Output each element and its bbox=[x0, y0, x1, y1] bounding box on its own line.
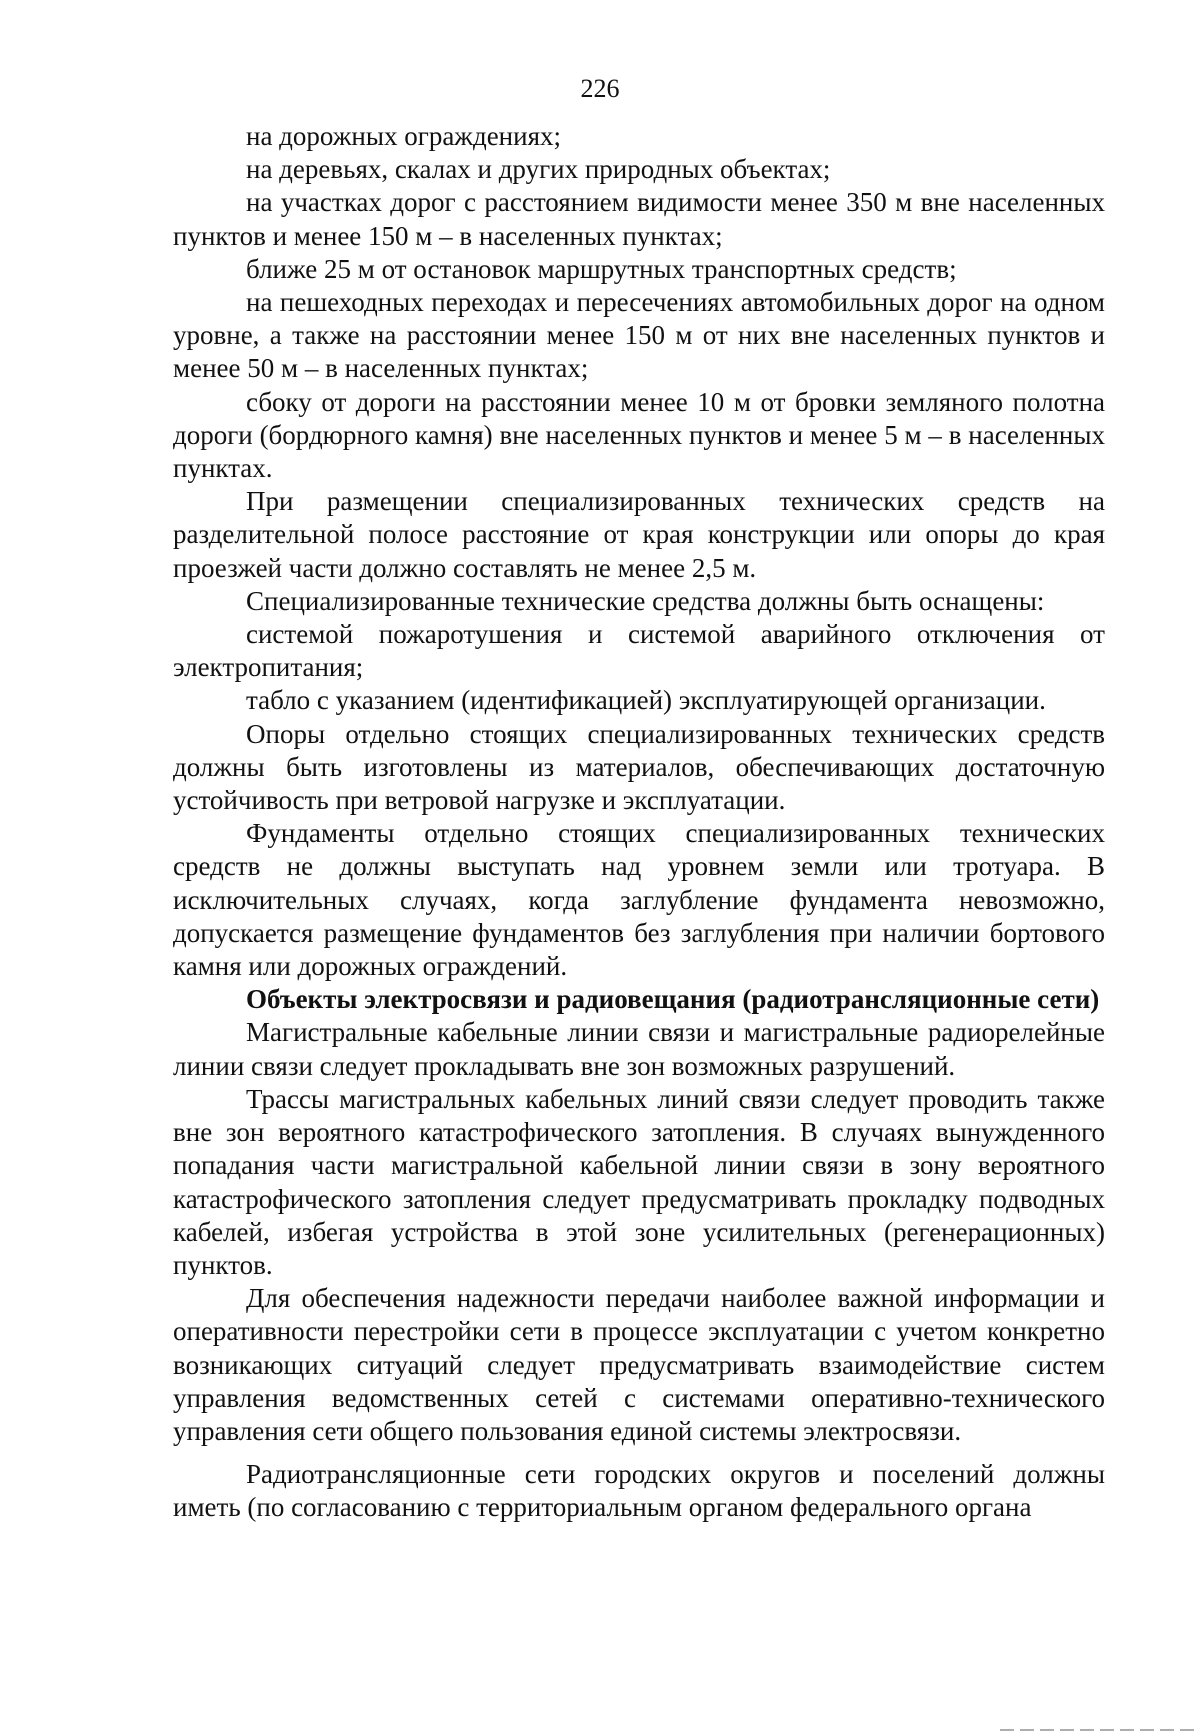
paragraph: Специализированные технические средства должны быть оснащены: bbox=[246, 585, 1045, 616]
paragraph: Для обеспечения надежности передачи наиболее важной информации и оперативности перестройки сети в процессе эксплуатации с учетом конкретно возникающих ситуаций следует предусматривать взаимодействие систем управления ведомственных сетей с системами оперативно-технического управления сети общего пользования единой системы электросвязи. bbox=[173, 1283, 1105, 1446]
page-number: 226 bbox=[580, 74, 620, 103]
paragraph: Трассы магистральных кабельных линий связи следует проводить также вне зон вероятного катастрофического затопления. В случаях вынужденного попадания части магистральной кабельной линии связи в зону вероятного катастрофического затопления следует предусматривать прокладку подводных кабелей, избегая устройства в этой зоне усилительных (регенерационных) пунктов. bbox=[173, 1083, 1105, 1280]
paragraph: При размещении специализированных технических средств на разделительной полосе расстояние от края конструкции или опоры до края проезжей части должно составлять не менее 2,5 м. bbox=[173, 486, 1105, 583]
paragraph: на дорожных ограждениях; bbox=[246, 121, 561, 151]
paragraph: Опоры отдельно стоящих специализированных технических средств должны быть изготовлены из материалов, обеспечивающих достаточную устойчивость при ветровой нагрузке и эксплуатации. bbox=[173, 718, 1105, 816]
paragraph: на деревьях, скалах и других природных объектах; bbox=[246, 154, 831, 185]
paragraph: системой пожаротушения и системой аварийного отключения от электропитания; bbox=[173, 619, 1105, 683]
section-heading: Объекты электросвязи и радиовещания (радиотрансляционные сети) bbox=[246, 984, 1100, 1015]
scan-edge-mark bbox=[1000, 1729, 1200, 1731]
paragraph: Радиотрансляционные сети городских округов и поселений должны иметь (по согласованию с территориальным органом федерального органа bbox=[173, 1459, 1105, 1523]
paragraph: Фундаменты отдельно стоящих специализированных технических средств не должны выступать над уровнем земли или тротуара. В исключительных случаях, когда заглубление фундамента невозможно, допускается размещение фундаментов без заглубления при наличии бортового камня или дорожных ограждений. bbox=[173, 818, 1105, 982]
paragraph: ближе 25 м от остановок маршрутных транспортных средств; bbox=[246, 253, 957, 284]
paragraph: Магистральные кабельные линии связи и магистральные радиорелейные линии связи следует прокладывать вне зон возможных разрушений. bbox=[173, 1017, 1105, 1081]
document-body bbox=[173, 120, 1105, 1525]
paragraph: на пешеходных переходах и пересечениях автомобильных дорог на одном уровне, а также на расстоянии менее 150 м от них вне населенных пунктов и менее 50 м – в населенных пунктах; bbox=[173, 287, 1105, 384]
paragraph: табло с указанием (идентификацией) эксплуатирующей организации. bbox=[246, 685, 1046, 716]
paragraph: на участках дорог с расстоянием видимости менее 350 м вне населенных пунктов и менее 150 м – в населенных пунктах; bbox=[173, 187, 1105, 251]
paragraph: сбоку от дороги на расстоянии менее 10 м от бровки земляного полотна дороги (бордюрного камня) вне населенных пунктов и менее 5 м – в населенных пунктах. bbox=[173, 386, 1105, 484]
